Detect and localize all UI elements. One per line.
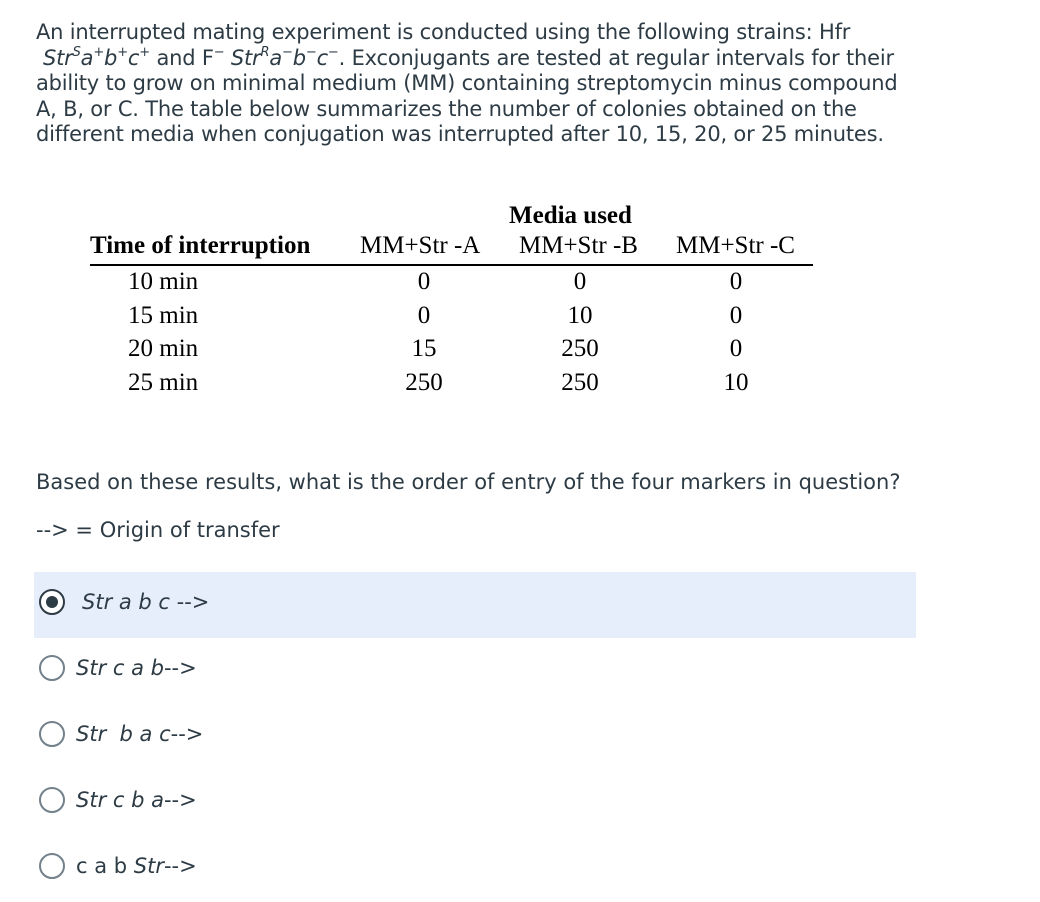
header-mm-str-b: MM+Str -B	[519, 232, 638, 259]
hfr-genotype: Str$^S$a+b+c+	[43, 44, 150, 70]
answer-option-2[interactable]	[34, 638, 916, 704]
cell-a: 250	[405, 369, 443, 396]
question-line-2: Str$^S$a+b+c+ and F− Str$^R$a−b−c−. Exconjugants are tested at regular intervals for their	[43, 44, 894, 70]
cell-c: 0	[729, 335, 743, 362]
cell-a: 15	[411, 335, 437, 362]
radio-selected-icon[interactable]	[39, 589, 65, 615]
question-text	[36, 20, 916, 148]
question-line-5: different media when conjugation was interrupted after 10, 15, 20, or 25 minutes.	[36, 122, 884, 146]
answer-label: Str c a b-->	[76, 656, 197, 680]
answer-label: Str b a c-->	[76, 722, 204, 746]
cell-a: 0	[417, 302, 431, 329]
cell-time: 10 min	[128, 268, 199, 295]
answer-label: c a b Str-->	[76, 854, 197, 878]
header-divider	[90, 264, 813, 266]
cell-b: 250	[561, 335, 599, 362]
header-mm-str-a: MM+Str -A	[360, 232, 481, 259]
question-prompt: Based on these results, what is the order of entry of the four markers in question?	[36, 470, 901, 494]
cell-time: 25 min	[128, 369, 199, 396]
cell-b: 0	[573, 268, 587, 295]
cell-c: 10	[723, 369, 749, 396]
answer-option-5[interactable]	[34, 836, 916, 902]
table-row	[88, 268, 828, 302]
radio-icon[interactable]	[39, 721, 65, 747]
radio-icon[interactable]	[39, 853, 65, 879]
table-row	[88, 302, 828, 336]
cell-time: 15 min	[128, 302, 199, 329]
header-time-of-interruption: Time of interruption	[90, 232, 311, 259]
question-line-4: A, B, or C. The table below summarizes the number of colonies obtained on the	[36, 96, 857, 121]
radio-icon[interactable]	[39, 787, 65, 813]
table-row	[88, 335, 828, 369]
cell-b: 10	[567, 302, 593, 329]
table-row	[88, 369, 828, 403]
media-used-header: Media used	[509, 202, 632, 229]
answer-list	[34, 572, 916, 902]
answer-option-4[interactable]	[34, 770, 916, 836]
header-mm-str-c: MM+Str -C	[676, 232, 795, 259]
cell-c: 0	[729, 268, 743, 295]
f-genotype: Str$^R$a−b−c−	[230, 44, 339, 70]
cell-time: 20 min	[128, 335, 199, 362]
cell-b: 250	[561, 369, 599, 396]
question-line-1: An interrupted mating experiment is conducted using the following strains: Hfr	[36, 20, 851, 44]
question-line-3: ability to grow on minimal medium (MM) containing streptomycin minus compound	[36, 71, 898, 95]
radio-icon[interactable]	[39, 655, 65, 681]
origin-note: --> = Origin of transfer	[36, 518, 280, 542]
cell-a: 0	[417, 268, 431, 295]
answer-option-3[interactable]	[34, 704, 916, 770]
answer-label: Str c b a-->	[76, 788, 197, 812]
answer-option-1[interactable]	[34, 572, 916, 638]
cell-c: 0	[729, 302, 743, 329]
answer-label: Str a b c -->	[82, 590, 210, 614]
